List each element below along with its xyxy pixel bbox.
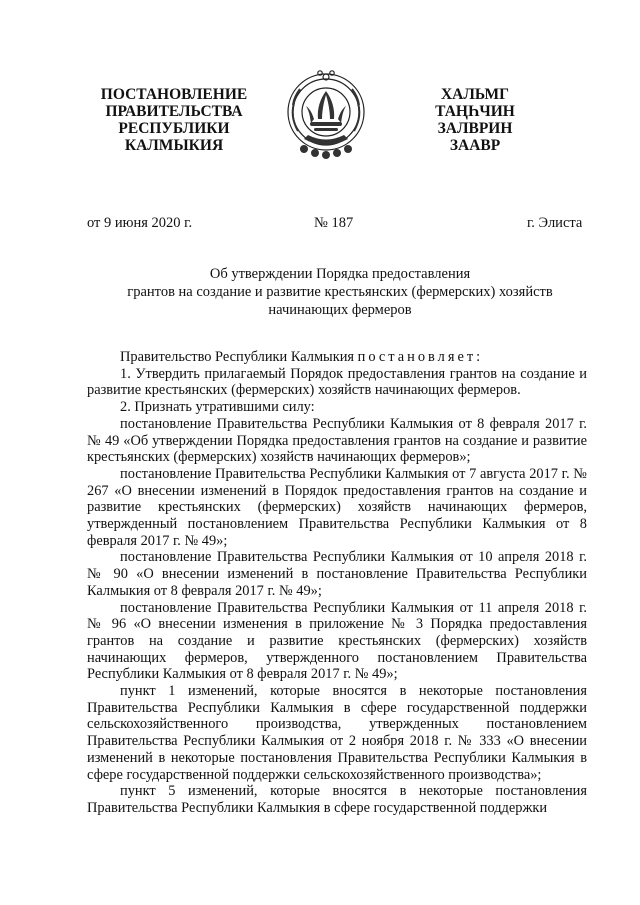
- paragraph-7: пункт 1 изменений, которые вносятся в некоторые постановления Правительства Республики Калмыкия в сфере государственной поддержки сельскохозяйственного производства, утвержденных постановлением Правительства Республики Калмыкия от 2 ноября 2018 г. № 333 «О внесении изменений в некоторые постановления Правительства Республики Калмыкия в сфере государственной поддержки сельскохозяйственного производства»;: [87, 683, 587, 783]
- header-left-line: ПОСТАНОВЛЕНИЕ: [100, 86, 248, 103]
- paragraph-8: пункт 5 изменений, которые вносятся в некоторые постановления Правительства Республики Калмыкия в сфере государственной поддержки: [87, 783, 587, 816]
- header-right-line: ХАЛЬМГ: [440, 86, 510, 103]
- paragraph-4: постановление Правительства Республики Калмыкия от 7 августа 2017 г. № 267 «О внесении изменений в Порядок предоставления грантов на создание и развитие крестьянских (фермерских) хозяйств начинающих фермеров, утвержденный постановлением Правительства Республики Калмыкия от 8 февраля 2017 г. № 49»;: [87, 465, 587, 549]
- title-line: начинающих фермеров: [268, 302, 412, 318]
- document-body: [87, 349, 587, 817]
- document-number: № 187: [314, 215, 354, 231]
- header-right-block: [420, 86, 530, 154]
- header-right-line: ЗАЛВРИН: [437, 120, 513, 137]
- paragraph-5: постановление Правительства Республики Калмыкия от 10 апреля 2018 г. № 90 «О внесении изменений в постановление Правительства Республики Калмыкия от 8 февраля 2017 г. № 49»;: [87, 549, 587, 599]
- intro-paragraph: [87, 349, 587, 366]
- document-title: [90, 265, 590, 319]
- document-date: от 9 июня 2020 г.: [87, 215, 193, 231]
- title-line: Об утверждении Порядка предоставления: [209, 266, 471, 282]
- paragraph-1: 1. Утвердить прилагаемый Порядок предоставления грантов на создание и развитие крестьянских (фермерских) хозяйств начинающих фермеров.: [87, 365, 587, 399]
- header-left-block: [94, 86, 254, 154]
- intro-text: Правительство Республики Калмыкия: [120, 349, 355, 365]
- emblem-icon: [284, 69, 368, 159]
- header-right-line: ЗААВР: [449, 137, 501, 154]
- decree-word: постановляет:: [357, 349, 484, 365]
- paragraph-6: постановление Правительства Республики Калмыкия от 11 апреля 2018 г. № 96 «О внесении изменения в приложение № 3 Порядка предоставления грантов на создание и развитие крестьянских (фермерских) хозяйств начинающих фермеров, утвержденного постановлением Правительства Республики Калмыкия от 8 февраля 2017 г. № 49»;: [87, 599, 587, 683]
- paragraph-2: 2. Признать утратившими силу:: [120, 399, 315, 416]
- document-city: г. Элиста: [527, 215, 583, 231]
- header-left-line: РЕСПУБЛИКИ: [118, 120, 230, 137]
- title-line: грантов на создание и развитие крестьянских (фермерских) хозяйств: [127, 284, 553, 300]
- header-left-line: ПРАВИТЕЛЬСТВА: [105, 103, 243, 120]
- paragraph-3: постановление Правительства Республики Калмыкия от 8 февраля 2017 г. № 49 «Об утверждении Порядка предоставления грантов на создание и развитие крестьянских (фермерских) хозяйств начинающих фермеров»;: [87, 415, 587, 466]
- header-right-line: ТАҢҺЧИН: [435, 103, 515, 120]
- header-left-line: КАЛМЫКИЯ: [124, 137, 224, 154]
